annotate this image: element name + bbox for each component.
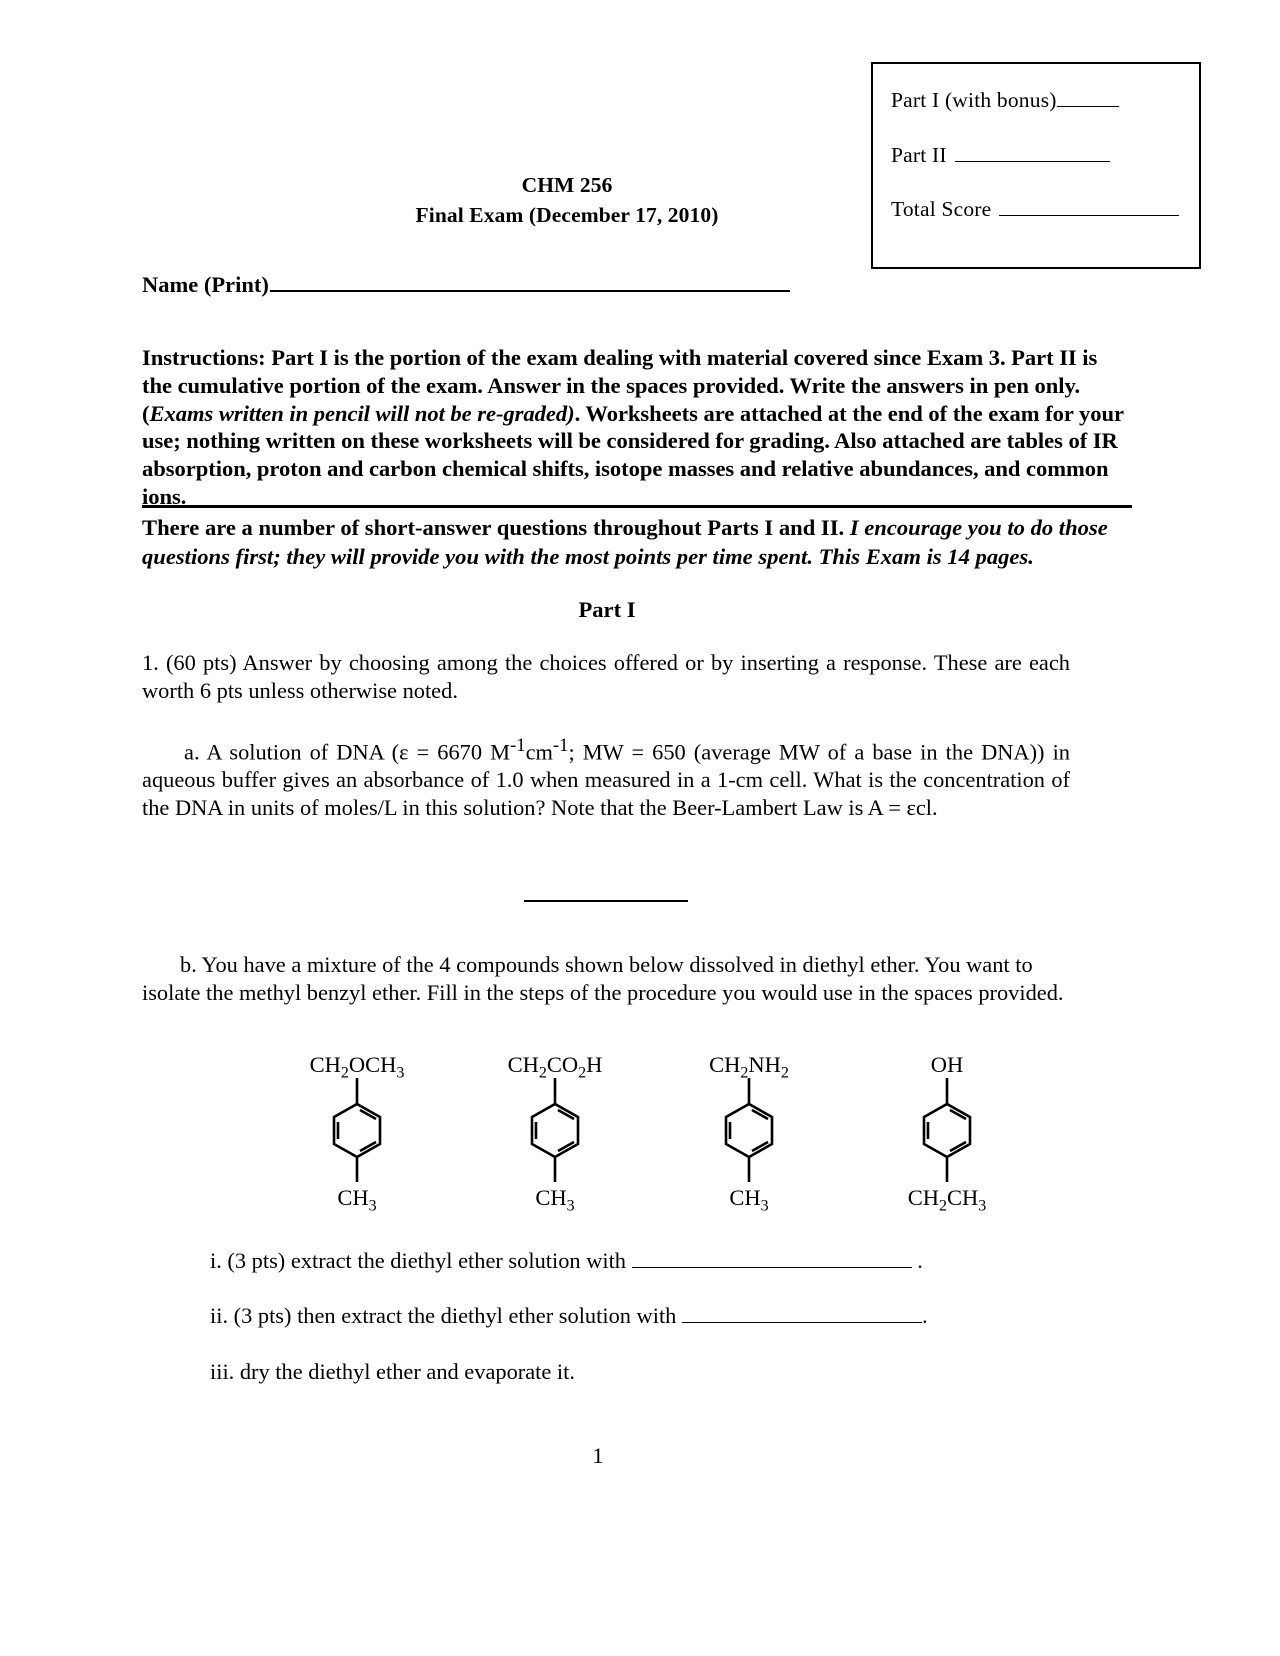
sub-item-i-text: i. (3 pts) extract the diethyl ether solution with: [210, 1248, 626, 1273]
q1a-mid: ; MW = 650 (average MW of a base in the DNA)) in aqueous buffer gives an absorbance of 1.0 when measured in a 1-cm cell. What is the concentration of the DNA in units of moles/L in this solution? Note that the Beer-Lambert Law is A =: [142, 739, 1070, 821]
name-input-blank[interactable]: [270, 274, 790, 292]
sub-item-i: [210, 1248, 923, 1274]
course-code: CHM 256: [521, 173, 613, 197]
substituent-bottom-label-2: $CH_3$: [535, 1185, 575, 1215]
substituent-bottom-label-3: $CH_3$: [729, 1185, 769, 1215]
name-field: [142, 272, 790, 298]
sub-item-i-blank[interactable]: [632, 1252, 912, 1268]
q1a-sup1: -1: [510, 735, 526, 756]
part2-label: Part II: [891, 143, 947, 167]
score-row-part1: [891, 88, 1119, 113]
benzene-ring-1: [242, 1070, 472, 1190]
divider-rule: [142, 505, 1132, 508]
exam-title: Final Exam (December 17, 2010): [415, 203, 719, 227]
structure-ethylphenol: [832, 1052, 1062, 1224]
substituent-bottom-label-1: $CH_3$: [337, 1185, 377, 1215]
question-1: [142, 649, 1070, 705]
part2-blank[interactable]: [955, 144, 1110, 162]
note-text-1: There are a number of short-answer questions throughout Parts I and II.: [142, 515, 850, 540]
question-1a: [142, 732, 1070, 822]
answer-blank-1a[interactable]: [524, 900, 688, 902]
sub-item-ii-blank[interactable]: [682, 1307, 922, 1323]
part1-label: Part I (with bonus): [891, 88, 1057, 112]
instructions-paragraph: [142, 344, 1132, 511]
structure-benzylamine: [634, 1052, 864, 1224]
question-1b-text: b. You have a mixture of the 4 compounds shown below dissolved in diethyl ether. You want to isolate the methyl benzyl ether. Fill in the steps of the procedure you would use in the spaces provided.: [142, 952, 1064, 1005]
question-1-text: 1. (60 pts) Answer by choosing among the choices offered or by inserting a response. These are each worth 6 pts unless otherwise noted.: [142, 650, 1070, 703]
chemical-structures-row: [142, 1052, 1142, 1224]
instructions-italic-1: Exams written in pencil will not be re-graded): [149, 400, 575, 426]
substituent-top-label-4: OH: [930, 1052, 964, 1077]
note-italic-1: I encourage you to do those questions first; they will provide you with the most points per time spent. This Exam is 14 pages.: [142, 515, 1108, 569]
substituent-bottom-label-4: $CH_2CH_3$: [907, 1185, 987, 1215]
structure-methyl-benzyl-ether: [242, 1052, 472, 1224]
part1-blank[interactable]: [1057, 89, 1119, 107]
name-label: Name (Print): [142, 272, 269, 297]
sub-item-ii-tail: .: [921, 1303, 928, 1328]
score-row-part2: [891, 143, 1110, 168]
question-1b: [142, 951, 1072, 1007]
sub-item-iii: [210, 1359, 575, 1385]
q1a-epsilon2: ε: [906, 795, 916, 821]
score-box: [871, 62, 1201, 269]
q1a-epsilon: ε: [399, 739, 409, 765]
part-heading: Part I: [578, 597, 636, 622]
q1a-cm: cm: [525, 739, 553, 765]
instructions-text-2: . Worksheets are attached at the end of the exam for your use; nothing written on these worksheets will be considered for grading. Also attached are tables of IR absorption, proton and carbon chemical shifts, isotope masses and relative abundances, and common ions.: [142, 400, 1124, 509]
sub-item-ii: [210, 1303, 928, 1329]
sub-item-iii-text: iii. dry the diethyl ether and evaporate it.: [210, 1359, 575, 1384]
q1a-prefix: a. A solution of DNA (: [184, 739, 400, 765]
q1a-suffix: cl.: [915, 795, 938, 821]
substituent-top-label-1: $CH_2OCH_3$: [309, 1052, 405, 1082]
note-paragraph: [142, 514, 1132, 571]
benzene-ring-4: [832, 1070, 1062, 1190]
substituent-top-label-3: $CH_2NH_2$: [709, 1052, 789, 1082]
instructions-text-1: Instructions: Part I is the portion of the exam dealing with material covered since Exam 3. Part II is the cumulative portion of the exam. Answer in the spaces provided. Write the answers in pen only. (: [142, 345, 1098, 426]
page-number: 1: [592, 1443, 604, 1468]
q1a-eq1: = 6670 M: [408, 739, 511, 765]
exam-header: [0, 170, 1280, 230]
q1a-sup2: -1: [552, 735, 569, 756]
benzene-ring-3: [634, 1070, 864, 1190]
total-label: Total Score: [891, 197, 992, 221]
sub-item-i-tail: .: [917, 1248, 923, 1273]
substituent-top-label-2: $CH_2CO_2H$: [507, 1052, 603, 1082]
sub-item-ii-text: ii. (3 pts) then extract the diethyl ether solution with: [210, 1303, 677, 1328]
